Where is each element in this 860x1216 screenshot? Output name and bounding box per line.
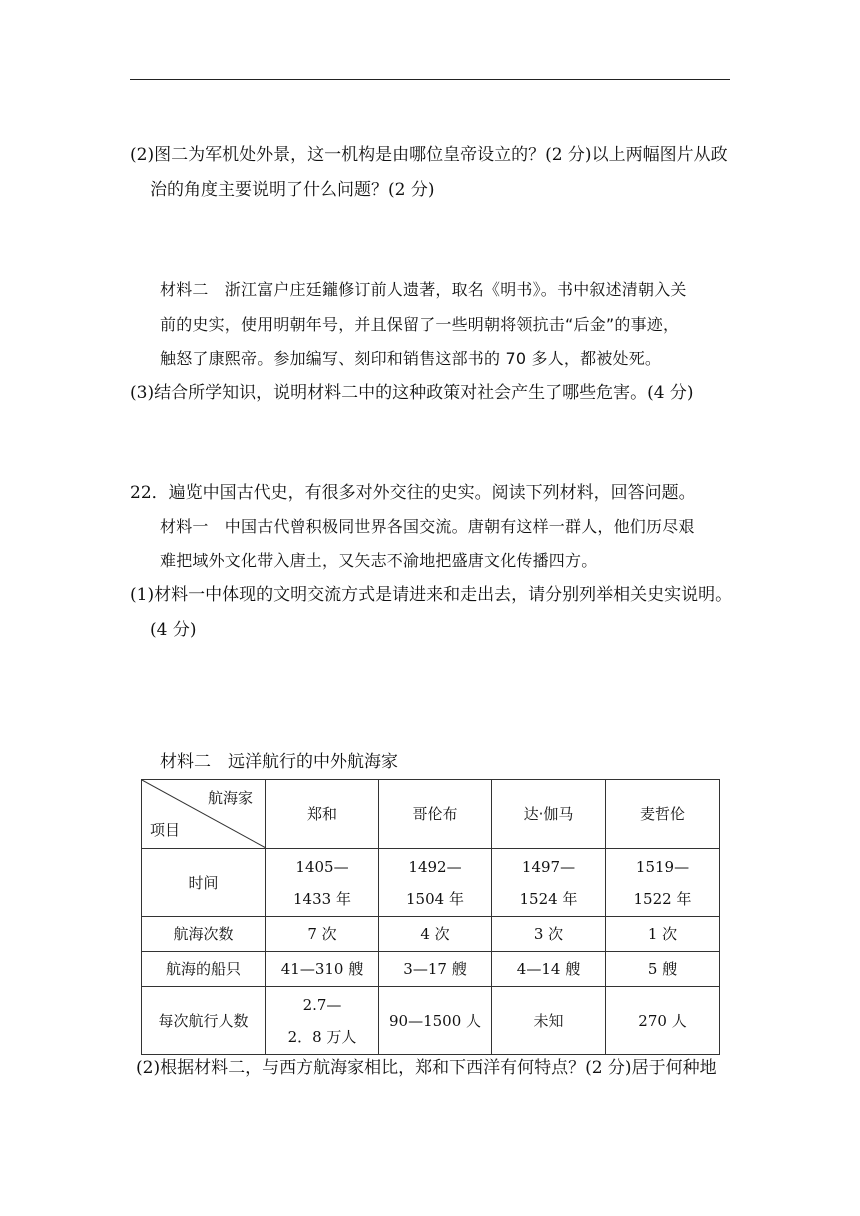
row-label: 航海次数 [142, 917, 266, 952]
table-cell: 2.7— 2．8 万人 [266, 987, 379, 1055]
question-21-part-2-line-2: 治的角度主要说明了什么问题？(2 分) [150, 180, 435, 200]
question-22-part-2-line-1: (2)根据材料二，与西方航海家相比，郑和下西洋有何特点？(2 分)居于何种地 [136, 1058, 717, 1078]
table-row [142, 952, 720, 987]
table-cell: 90—1500 人 [379, 987, 492, 1055]
row-label: 每次航行人数 [142, 987, 266, 1055]
table-cell: 1405— 1433 年 [266, 849, 379, 917]
row-label: 航海的船只 [142, 952, 266, 987]
table-header-cell: 哥伦布 [379, 780, 492, 849]
material-2-title: 材料二 远洋航行的中外航海家 [160, 752, 398, 772]
table-cell: 4 次 [379, 917, 492, 952]
question-22-part-1-line-1: (1)材料一中体现的文明交流方式是请进来和走出去，请分别列举相关史实说明。 [130, 585, 733, 605]
material-2-line-3: 触怒了康熙帝。参加编写、刻印和销售这部书的 70 多人，都被处死。 [160, 349, 662, 368]
corner-label-navigator: 航海家 [207, 789, 253, 807]
corner-label-item: 项目 [150, 821, 181, 839]
table-cell: 4—14 艘 [492, 952, 606, 987]
table-cell: 3—17 艘 [379, 952, 492, 987]
table-cell: 5 艘 [606, 952, 720, 987]
question-22-part-1-line-2: (4 分) [150, 620, 197, 640]
row-label: 时间 [142, 849, 266, 917]
question-21-part-3: (3)结合所学知识，说明材料二中的这种政策对社会产生了哪些危害。(4 分) [130, 383, 694, 403]
material-1-line-1: 材料一 中国古代曾积极同世界各国交流。唐朝有这样一群人，他们历尽艰 [160, 517, 695, 536]
table-corner-cell [142, 780, 266, 849]
table-cell: 270 人 [606, 987, 720, 1055]
table-cell: 1519— 1522 年 [606, 849, 720, 917]
question-21-part-2-line-1: (2)图二为军机处外景，这一机构是由哪位皇帝设立的？(2 分)以上两幅图片从政 [130, 145, 728, 165]
table-cell: 7 次 [266, 917, 379, 952]
question-22-stem: 22．遍览中国古代史，有很多对外交往的史实。阅读下列材料，回答问题。 [130, 483, 696, 503]
navigators-table [141, 779, 720, 1055]
table-row [142, 849, 720, 917]
table-row [142, 987, 720, 1055]
header-rule [130, 79, 730, 80]
table-header-cell: 郑和 [266, 780, 379, 849]
table-header-cell: 达·伽马 [492, 780, 606, 849]
table-cell: 未知 [492, 987, 606, 1055]
table-cell: 1492— 1504 年 [379, 849, 492, 917]
material-2-line-2: 前的史实，使用明朝年号，并且保留了一些明朝将领抗击“后金”的事迹， [160, 315, 680, 334]
table-cell: 1 次 [606, 917, 720, 952]
table-cell: 41—310 艘 [266, 952, 379, 987]
table-cell: 1497— 1524 年 [492, 849, 606, 917]
material-1-line-2: 难把域外文化带入唐土，又矢志不渝地把盛唐文化传播四方。 [160, 551, 598, 570]
table-header-cell: 麦哲伦 [606, 780, 720, 849]
table-row [142, 917, 720, 952]
table-header-row [142, 780, 720, 849]
material-2-line-1: 材料二 浙江富户庄廷鑨修订前人遗著，取名《明书》。书中叙述清朝入关 [160, 280, 687, 299]
table-cell: 3 次 [492, 917, 606, 952]
